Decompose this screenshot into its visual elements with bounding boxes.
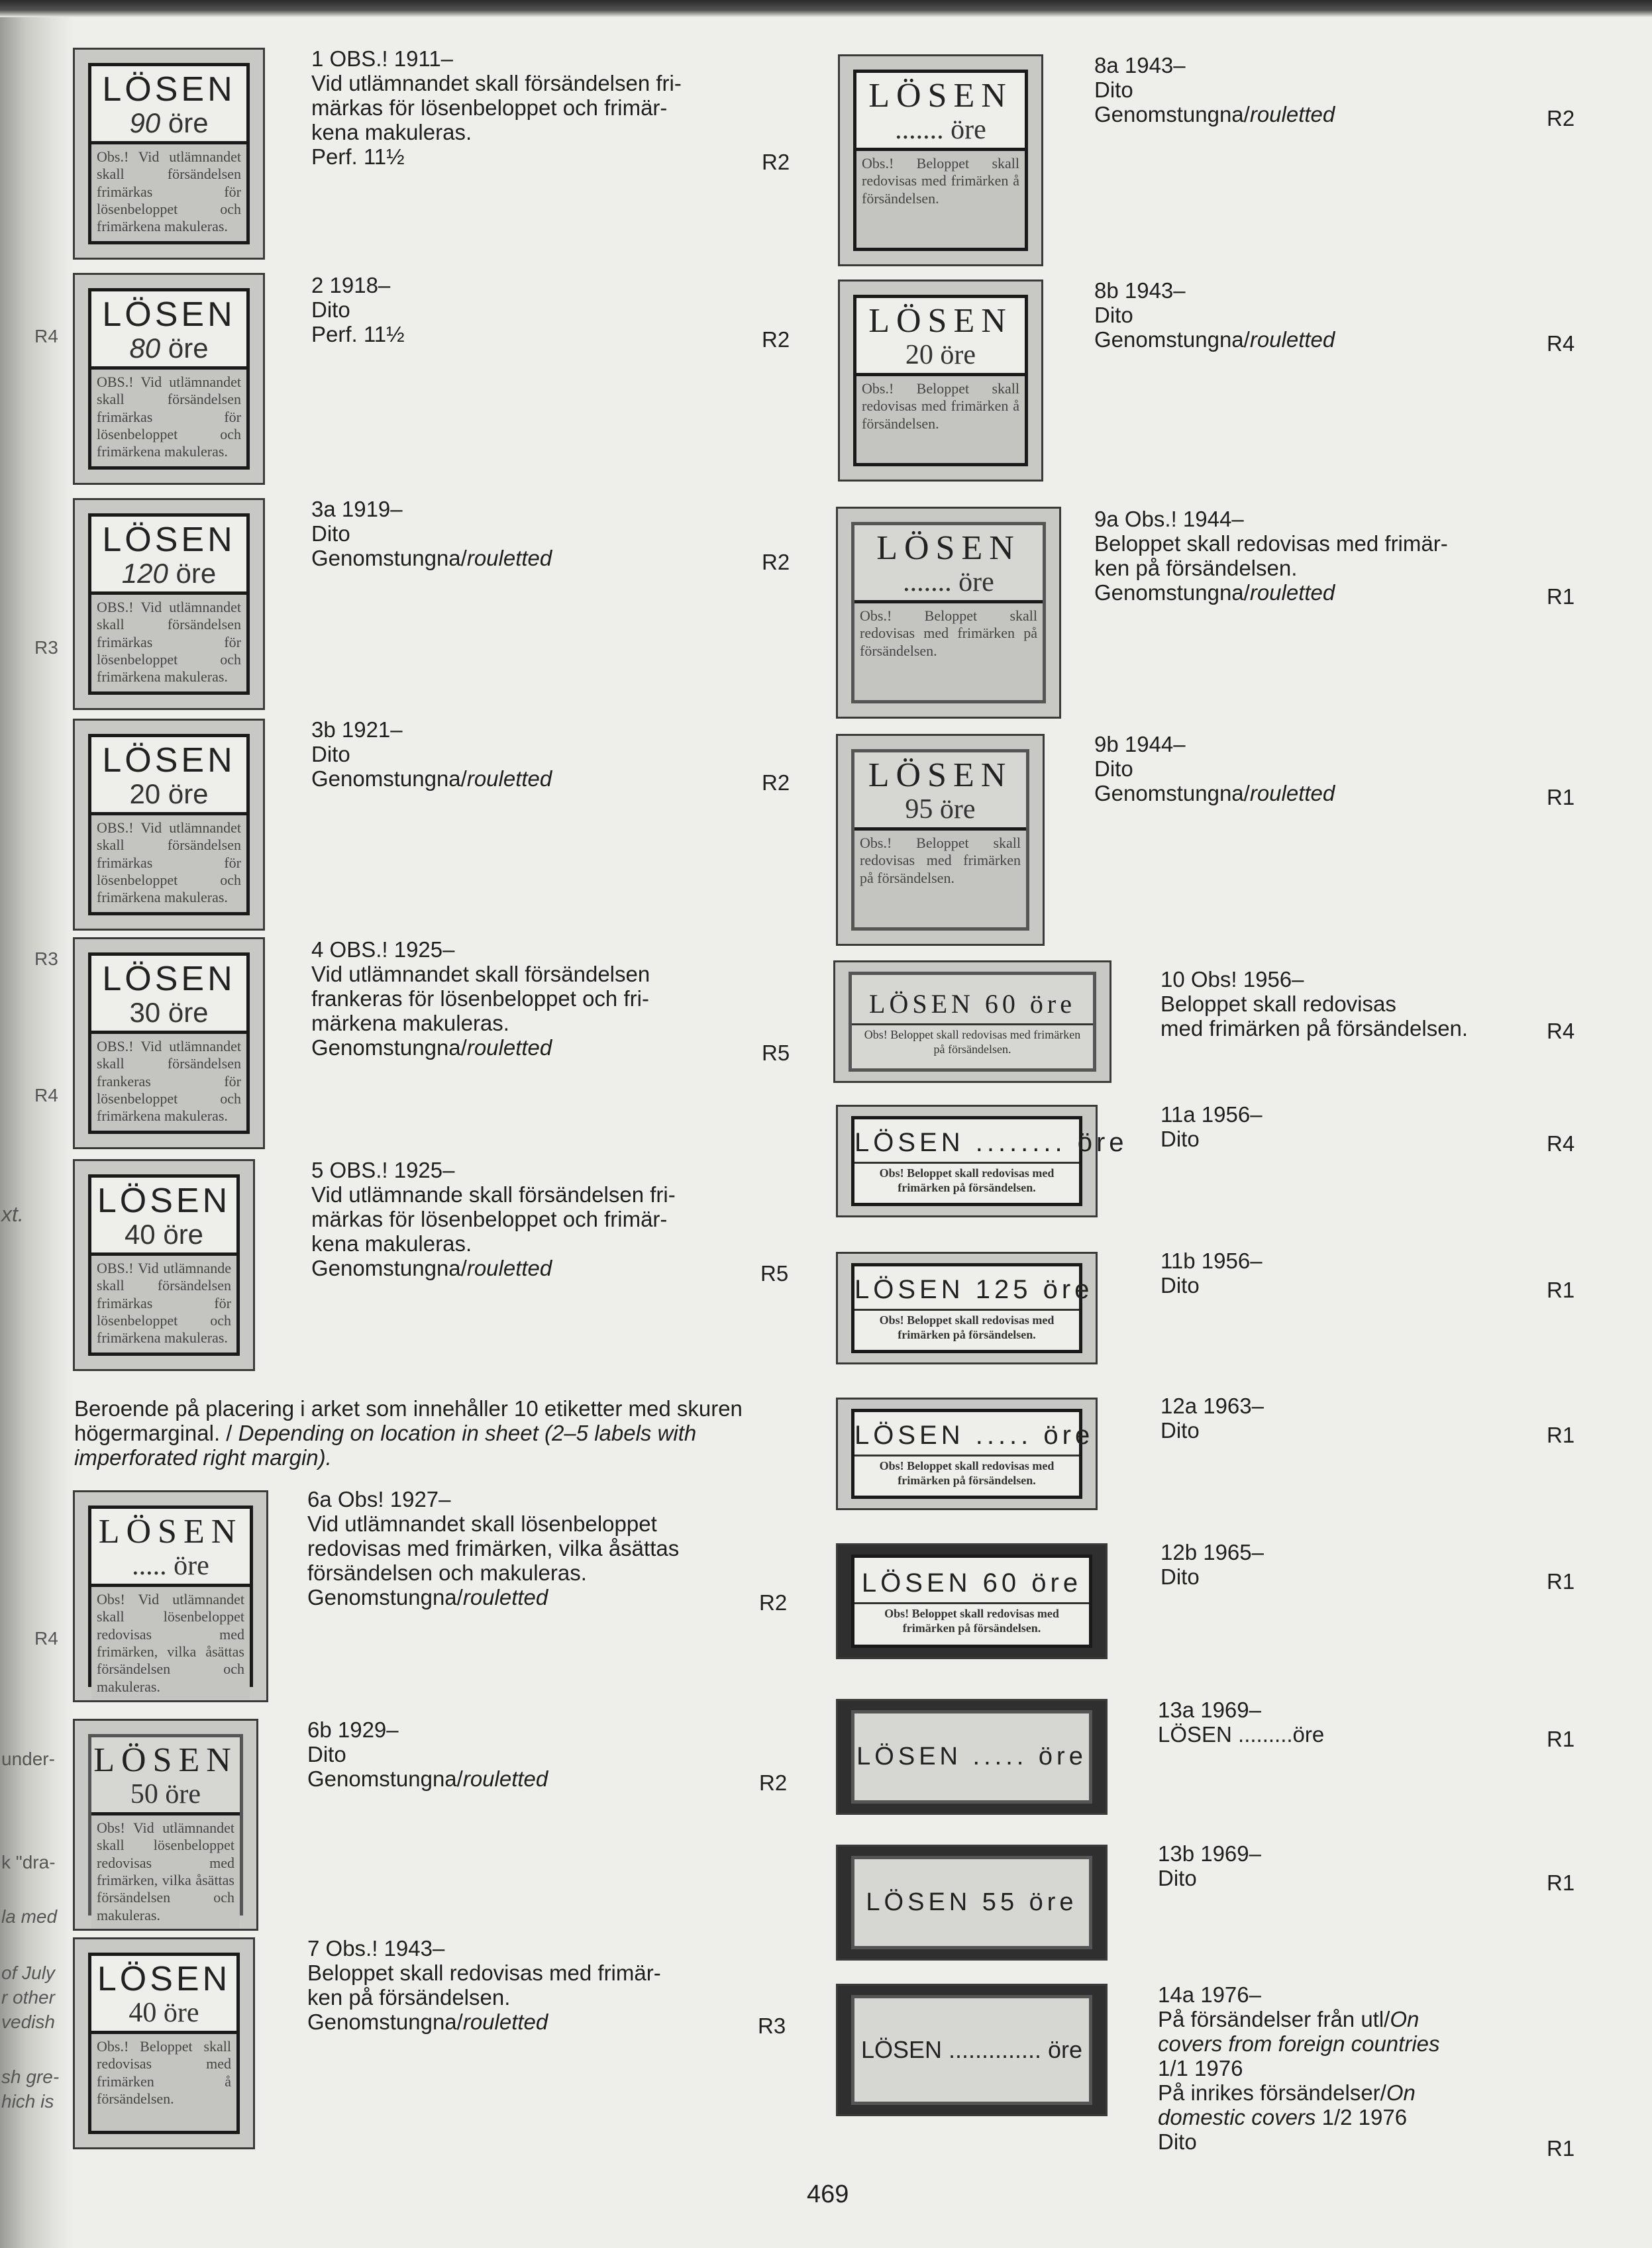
rarity: R5 xyxy=(760,1261,789,1286)
rarity: R4 xyxy=(1547,331,1575,356)
entry-line: Dito xyxy=(1158,2129,1197,2154)
entry-heading: 8a 1943– xyxy=(1094,53,1186,77)
entry-heading: 11a 1956– xyxy=(1161,1102,1263,1127)
entry-heading: 10 Obs! 1956– xyxy=(1161,967,1304,992)
margin-text: sh gre- xyxy=(1,2067,60,2087)
label-title: LÖSEN xyxy=(868,302,1013,340)
rarity: R2 xyxy=(762,550,790,574)
entry-6a xyxy=(307,1487,718,1609)
label-value: ....... öre xyxy=(854,567,1043,603)
rarity: R5 xyxy=(762,1041,790,1065)
label-obs-text: Obs.! Beloppet skall redovisas med frimärken å försändelsen. xyxy=(856,376,1025,463)
entry-line: kena makuleras. xyxy=(311,1231,472,1256)
entry-7 xyxy=(307,1936,718,2034)
rarity: R1 xyxy=(1547,1278,1575,1302)
entry-line: märkas för lösenbeloppet och frimär- xyxy=(311,95,668,120)
entry-line: Dito xyxy=(1161,1127,1200,1151)
entry-4 xyxy=(311,937,722,1060)
label-value: ....... öre xyxy=(856,115,1025,151)
entry-heading: 12a 1963– xyxy=(1161,1394,1264,1418)
rarity: R1 xyxy=(1547,584,1575,609)
entry-heading: 9a Obs.! 1944– xyxy=(1094,507,1244,531)
entry-roulette: Genomstungna/rouletted xyxy=(311,1035,552,1060)
entry-heading: 14a 1976– xyxy=(1158,1982,1261,2007)
entry-line: domestic covers 1/2 1976 xyxy=(1158,2105,1408,2129)
rarity: R3 xyxy=(758,2014,786,2038)
label-image-11a xyxy=(836,1105,1128,1217)
margin-text: xt. xyxy=(1,1202,24,1226)
entry-3b xyxy=(311,717,722,791)
label-title: LÖSEN xyxy=(97,1960,231,1998)
label-title: LÖSEN xyxy=(868,77,1013,115)
label-image-9a xyxy=(836,507,1061,719)
entry-line: märkas för lösenbeloppet och frimär- xyxy=(311,1207,668,1231)
entry-line: Dito xyxy=(307,1742,346,1766)
entry-line: frankeras för lösenbeloppet och fri- xyxy=(311,986,649,1011)
entry-heading: 2 1918– xyxy=(311,273,391,297)
entry-line: märkena makuleras. xyxy=(311,1011,509,1035)
label-value: 90 öre xyxy=(91,108,246,144)
margin-text: R3 xyxy=(34,637,58,658)
entry-line: På försändelser från utl/On xyxy=(1158,2007,1420,2031)
label-title: LÖSEN 60 öre xyxy=(854,1564,1089,1604)
label-title: LÖSEN xyxy=(876,529,1021,567)
rarity: R1 xyxy=(1547,1569,1575,1594)
label-title: LÖSEN 55 öre xyxy=(866,1888,1078,1916)
rarity: R2 xyxy=(759,1770,788,1795)
label-obs-text: Obs! Vid utlämnandet skall lösenbeloppet redovisas med frimärken, vilka åsättas försändelsen och makuleras. xyxy=(91,1587,250,1700)
label-obs-text: Obs! Beloppet skall redovisas med frimärken på försändelsen. xyxy=(879,1459,1055,1487)
margin-text: R3 xyxy=(34,948,58,969)
label-title: LÖSEN ........ öre xyxy=(854,1124,1079,1164)
rarity: R2 xyxy=(1547,106,1575,130)
entry-line: Dito xyxy=(311,297,350,322)
label-value: 20 öre xyxy=(856,340,1025,376)
label-title: LÖSEN xyxy=(93,1741,238,1779)
entry-14a xyxy=(1158,1982,1529,2154)
entry-line: Beloppet skall redovisas med frimär- xyxy=(307,1961,661,1985)
entry-5 xyxy=(311,1158,722,1280)
label-image-11b xyxy=(836,1252,1098,1364)
label-obs-text: Obs.! Beloppet skall redovisas med frimärken å försändelsen. xyxy=(91,2034,236,2131)
label-obs-text: OBS.! Vid utlämnandet skall försändelsen frimärkas för lösenbeloppet och frimärkena makuleras. xyxy=(91,815,246,912)
label-title: LÖSEN xyxy=(102,741,236,780)
entry-line: LÖSEN .........öre xyxy=(1158,1722,1325,1747)
entry-heading: 13a 1969– xyxy=(1158,1698,1261,1722)
entry-heading: 7 Obs.! 1943– xyxy=(307,1936,445,1961)
note-line: högermarginal. / Depending on location in sheet (2–5 labels with xyxy=(74,1421,697,1445)
label-image-10 xyxy=(833,960,1111,1083)
label-title: LÖSEN ..... öre xyxy=(856,1743,1087,1770)
entry-roulette: Genomstungna/rouletted xyxy=(307,2010,548,2034)
label-title: LÖSEN xyxy=(102,960,236,998)
entry-heading: 12b 1965– xyxy=(1161,1540,1264,1564)
entry-10 xyxy=(1161,967,1531,1041)
margin-text: k "dra- xyxy=(1,1852,56,1872)
rarity: R4 xyxy=(1547,1019,1575,1043)
entry-13a xyxy=(1158,1698,1529,1747)
entry-line: Beloppet skall redovisas xyxy=(1161,992,1396,1016)
margin-text: R4 xyxy=(34,1085,58,1105)
entry-line: Beloppet skall redovisas med frimär- xyxy=(1094,531,1448,556)
entry-line: Vid utlämnandet skall lösenbeloppet xyxy=(307,1511,657,1536)
rarity: R1 xyxy=(1547,1870,1575,1895)
label-image-8b xyxy=(838,280,1043,482)
label-image-3b xyxy=(73,719,265,931)
entry-line: covers from foreign countries xyxy=(1158,2031,1440,2056)
label-obs-text: Obs.! Vid utlämnandet skall försändelsen frimärkas för lösenbeloppet och frimärkena makuleras. xyxy=(91,144,246,241)
entry-line: Dito xyxy=(1161,1564,1200,1589)
entry-line: kena makuleras. xyxy=(311,120,472,144)
label-obs-text: OBS.! Vid utlämnande skall försändelsen frimärkas för lösenbeloppet och frimärkena makuleras. xyxy=(91,1256,236,1353)
entry-roulette: Genomstungna/rouletted xyxy=(311,1256,552,1280)
entry-roulette: Genomstungna/rouletted xyxy=(1094,580,1335,605)
entry-2 xyxy=(311,273,722,346)
rarity: R1 xyxy=(1547,1727,1575,1751)
entry-line: Vid utlämnandet skall försändelsen fri- xyxy=(311,71,682,95)
entry-line: Dito xyxy=(311,521,350,546)
sheet-note xyxy=(74,1396,790,1470)
label-obs-text: Obs! Beloppet skall redovisas med frimärken på försändelsen. xyxy=(884,1606,1059,1635)
margin-text: under- xyxy=(1,1749,55,1769)
entry-roulette: Genomstungna/rouletted xyxy=(307,1766,548,1791)
label-image-13a xyxy=(836,1699,1108,1815)
rarity: R1 xyxy=(1547,785,1575,809)
label-image-6b xyxy=(73,1719,258,1931)
entry-line: ken på försändelsen. xyxy=(307,1985,511,2010)
label-image-14a xyxy=(836,1984,1108,2116)
entry-11b xyxy=(1161,1249,1531,1298)
entry-line: ken på försändelsen. xyxy=(1094,556,1298,580)
label-title: LÖSEN xyxy=(102,521,236,559)
entry-line: På inrikes försändelser/On xyxy=(1158,2080,1416,2105)
margin-text: R4 xyxy=(34,1628,58,1649)
label-image-5 xyxy=(73,1159,255,1371)
page-number: 469 xyxy=(807,2180,849,2208)
entry-3a xyxy=(311,497,722,570)
entry-line: försändelsen och makuleras. xyxy=(307,1560,587,1585)
label-obs-text: Obs! Beloppet skall redovisas med frimärken på försändelsen. xyxy=(879,1313,1055,1341)
margin-text: vedish xyxy=(1,2012,55,2032)
rarity: R4 xyxy=(1547,1131,1575,1156)
entry-line: Dito xyxy=(311,742,350,766)
label-image-12b xyxy=(836,1543,1108,1659)
label-obs-text: OBS.! Vid utlämnandet skall försändelsen frimärkas för lösenbeloppet och frimärkena makuleras. xyxy=(91,595,246,691)
label-obs-text: Obs.! Beloppet skall redovisas med frimärken på försändelsen. xyxy=(854,831,1026,927)
entry-heading: 3b 1921– xyxy=(311,717,403,742)
entry-9a xyxy=(1094,507,1518,605)
label-value: 30 öre xyxy=(91,997,246,1034)
entry-line: Dito xyxy=(1094,756,1133,781)
entry-heading: 1 OBS.! 1911– xyxy=(311,46,454,71)
label-value: 80 öre xyxy=(91,333,246,370)
rarity: R1 xyxy=(1547,2136,1575,2161)
entry-11a xyxy=(1161,1102,1531,1151)
label-title: LÖSEN xyxy=(98,1513,243,1551)
entry-roulette: Genomstungna/rouletted xyxy=(311,546,552,570)
entry-roulette: Genomstungna/rouletted xyxy=(1094,327,1335,352)
label-obs-text: Obs! Beloppet skall redovisas med frimärken på försändelsen. xyxy=(879,1166,1055,1194)
label-value: 120 öre xyxy=(91,558,246,595)
entry-heading: 11b 1956– xyxy=(1161,1249,1263,1273)
label-image-9b xyxy=(836,734,1045,946)
label-image-3a xyxy=(73,498,265,710)
entry-line: Perf. 11½ xyxy=(311,144,405,169)
entry-heading: 5 OBS.! 1925– xyxy=(311,1158,455,1182)
entry-heading: 4 OBS.! 1925– xyxy=(311,937,455,962)
label-title: LÖSEN ..... öre xyxy=(854,1417,1079,1456)
margin-text: hich is xyxy=(1,2091,54,2112)
label-image-2 xyxy=(73,273,265,485)
label-title: LÖSEN .............. öre xyxy=(860,2036,1083,2063)
entry-6b xyxy=(307,1717,718,1791)
entry-12b xyxy=(1161,1540,1531,1589)
label-value: 95 öre xyxy=(854,794,1026,831)
label-image-8a xyxy=(838,54,1043,266)
label-value: 50 öre xyxy=(91,1779,240,1815)
entry-8b xyxy=(1094,278,1518,352)
label-value: 20 öre xyxy=(91,779,246,815)
label-image-7 xyxy=(73,1937,255,2149)
entry-heading: 6b 1929– xyxy=(307,1717,399,1742)
label-title: LÖSEN 60 öre xyxy=(852,984,1093,1025)
label-obs-text: OBS.! Vid utlämnandet skall försändelsen frimärkas för lösenbeloppet och frimärkena makuleras. xyxy=(91,370,246,466)
rarity: R1 xyxy=(1547,1423,1575,1447)
entry-roulette: Genomstungna/rouletted xyxy=(1094,781,1335,805)
label-title: LÖSEN xyxy=(97,1182,231,1220)
label-value: 40 öre xyxy=(91,1219,236,1256)
entry-heading: 6a Obs! 1927– xyxy=(307,1487,451,1511)
label-obs-text: Obs.! Beloppet skall redovisas med frimärken å försändelsen. xyxy=(856,151,1025,248)
label-obs-text: Obs! Beloppet skall redovisas med frimärken på försändelsen. xyxy=(864,1027,1081,1056)
entry-9b xyxy=(1094,732,1518,805)
entry-line: Dito xyxy=(1094,303,1133,327)
note-line: imperforated right margin). xyxy=(74,1445,332,1470)
label-title: LÖSEN xyxy=(102,295,236,334)
entry-line: Dito xyxy=(1094,77,1133,102)
margin-text: la med xyxy=(1,1906,58,1927)
entry-12a xyxy=(1161,1394,1531,1443)
entry-heading: 9b 1944– xyxy=(1094,732,1186,756)
label-image-12a xyxy=(836,1398,1098,1510)
label-title: LÖSEN 125 öre xyxy=(854,1271,1079,1311)
note-line: Beroende på placering i arket som innehåller 10 etiketter med skuren xyxy=(74,1396,743,1421)
entry-1 xyxy=(311,46,722,169)
label-obs-text: Obs.! Beloppet skall redovisas med frimärken på försändelsen. xyxy=(854,603,1043,700)
rarity: R2 xyxy=(762,150,790,174)
entry-line: Dito xyxy=(1161,1418,1200,1443)
entry-line: Dito xyxy=(1158,1866,1197,1890)
entry-line: Vid utlämnandet skall försändelsen xyxy=(311,962,650,986)
rarity: R2 xyxy=(762,327,790,352)
label-obs-text: Obs! Vid utlämnandet skall lösenbeloppet redovisas med frimärken, vilka åsättas försändelsen och makuleras. xyxy=(91,1815,240,1928)
entry-roulette: Genomstungna/rouletted xyxy=(307,1585,548,1609)
entry-line: Dito xyxy=(1161,1273,1200,1298)
entry-line: med frimärken på försändelsen. xyxy=(1161,1016,1469,1041)
entry-line: Vid utlämnande skall försändelsen fri- xyxy=(311,1182,676,1207)
entry-heading: 13b 1969– xyxy=(1158,1841,1261,1866)
entry-heading: 8b 1943– xyxy=(1094,278,1186,303)
entry-heading: 3a 1919– xyxy=(311,497,403,521)
entry-roulette: Genomstungna/rouletted xyxy=(1094,102,1335,127)
label-obs-text: OBS.! Vid utlämnandet skall försändelsen frankeras för lösenbeloppet och frimärkena makuleras. xyxy=(91,1034,246,1131)
entry-line: redovisas med frimärken, vilka åsättas xyxy=(307,1536,680,1560)
label-image-1 xyxy=(73,48,265,260)
entry-13b xyxy=(1158,1841,1529,1890)
rarity: R2 xyxy=(759,1590,788,1615)
label-image-13b xyxy=(836,1845,1108,1961)
label-image-4 xyxy=(73,937,265,1149)
entry-line: Perf. 11½ xyxy=(311,322,405,346)
label-title: LÖSEN xyxy=(102,70,236,109)
margin-text: r other xyxy=(1,1987,55,2008)
page-top-edge xyxy=(0,0,1652,17)
entry-line: 1/1 1976 xyxy=(1158,2056,1243,2080)
margin-text: R4 xyxy=(34,326,58,346)
rarity: R2 xyxy=(762,770,790,795)
entry-8a xyxy=(1094,53,1518,127)
label-value: 40 öre xyxy=(91,1998,236,2034)
label-title: LÖSEN xyxy=(868,756,1013,794)
label-image-6a xyxy=(73,1490,268,1702)
entry-roulette: Genomstungna/rouletted xyxy=(311,766,552,791)
margin-text: of July xyxy=(1,1963,55,1983)
label-value: ..... öre xyxy=(91,1551,250,1587)
